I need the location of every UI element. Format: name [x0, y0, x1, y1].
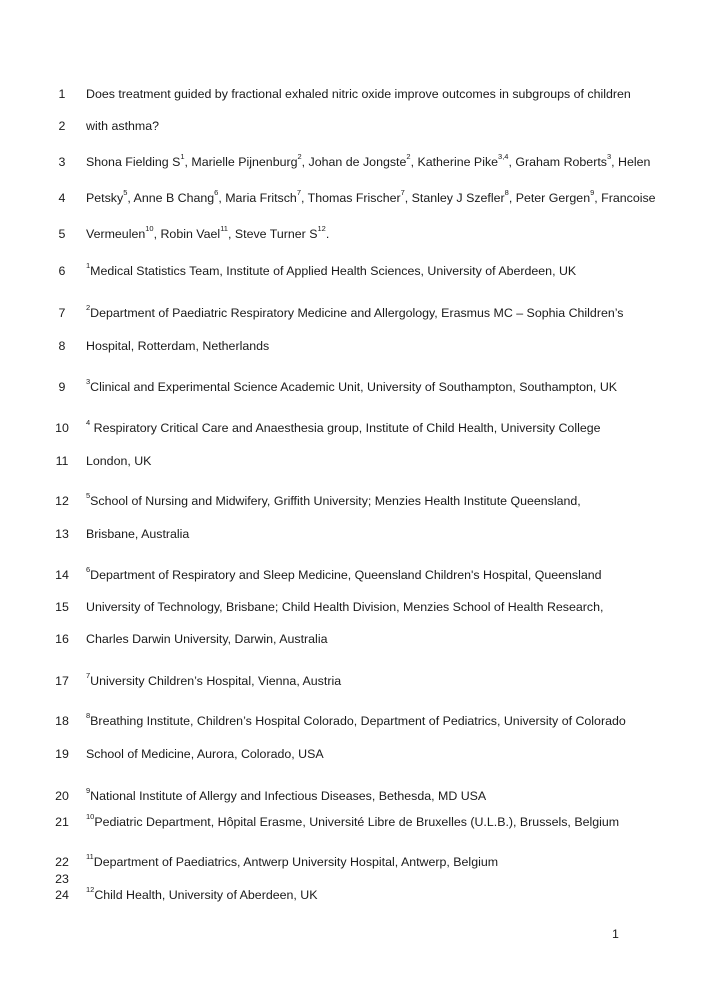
line-number: 2 [58, 119, 66, 133]
line-number: 16 [55, 632, 69, 646]
text-segment: University Children’s Hospital, Vienna, Austria [90, 674, 342, 688]
line-text [86, 85, 631, 103]
affiliation-superscript: 2 [406, 152, 411, 161]
line-text [86, 787, 486, 805]
affiliation-superscript: 7 [86, 671, 91, 680]
text-segment: , Graham Roberts [508, 155, 607, 169]
text-segment: Vermeulen [86, 227, 146, 241]
affiliation-superscript: 6 [86, 565, 91, 574]
affiliation-line [0, 672, 707, 690]
authors-line [0, 189, 707, 207]
line-text [86, 117, 159, 135]
text-segment: , Robin Vael [153, 227, 221, 241]
text-segment: Child Health, University of Aberdeen, UK [94, 888, 318, 902]
line-number: 11 [55, 454, 69, 468]
affiliation-superscript: 8 [504, 188, 509, 197]
text-segment: Pediatric Department, Hôpital Erasme, Université Libre de Bruxelles (U.L.B.), Brussels, Belgium [94, 815, 620, 829]
line-text [86, 189, 656, 207]
line-number: 10 [55, 421, 69, 435]
affiliation-line [0, 419, 707, 437]
line-text [86, 745, 324, 763]
line-number: 24 [55, 888, 69, 902]
affiliation-superscript: 7 [400, 188, 405, 197]
affiliation-superscript: 1 [86, 261, 91, 270]
line-number: 9 [58, 380, 66, 394]
affiliation-superscript: 2 [297, 152, 302, 161]
affiliation-superscript: 11 [220, 224, 228, 233]
line-text [86, 419, 601, 437]
line-text [86, 566, 602, 584]
line-text [86, 225, 329, 243]
affiliation-line [0, 337, 707, 355]
affiliation-line [0, 262, 707, 280]
text-segment: , Johan de Jongste [301, 155, 407, 169]
line-number: 18 [55, 714, 69, 728]
line-number: 8 [58, 339, 66, 353]
authors-line [0, 225, 707, 243]
text-segment: , Marielle Pijnenburg [184, 155, 298, 169]
affiliation-superscript: 9 [590, 188, 595, 197]
affiliation-superscript: 4 [86, 418, 91, 427]
line-number: 14 [55, 568, 69, 582]
text-segment: Hospital, Rotterdam, Netherlands [86, 339, 270, 353]
line-number: 21 [55, 815, 69, 829]
text-segment: Clinical and Experimental Science Academic Unit, University of Southampton, Southampton, UK [90, 380, 618, 394]
line-text [86, 492, 581, 510]
line-text [86, 262, 576, 280]
line-number: 20 [55, 789, 69, 803]
line-text [86, 304, 623, 322]
line-text [86, 853, 498, 871]
line-text [86, 337, 269, 355]
affiliation-superscript: 9 [86, 786, 91, 795]
affiliation-line [0, 886, 707, 904]
text-segment: , Francoise [594, 191, 656, 205]
text-segment: , Anne B Chang [127, 191, 215, 205]
text-segment: London, UK [86, 454, 152, 468]
line-number: 23 [55, 872, 69, 886]
affiliation-line [0, 745, 707, 763]
affiliation-line [0, 598, 707, 616]
affiliation-superscript: 12 [86, 885, 95, 894]
text-segment: National Institute of Allergy and Infectious Diseases, Bethesda, MD USA [90, 789, 487, 803]
text-segment: School of Nursing and Midwifery, Griffith University; Menzies Health Institute Queensland, [90, 494, 581, 508]
text-segment: , Peter Gergen [508, 191, 591, 205]
line-number: 15 [55, 600, 69, 614]
affiliation-line [0, 525, 707, 543]
authors-line [0, 153, 707, 171]
affiliation-line [0, 712, 707, 730]
affiliation-superscript: 7 [296, 188, 301, 197]
text-segment: Respiratory Critical Care and Anaesthesia group, Institute of Child Health, University College [90, 421, 601, 435]
affiliation-line [0, 813, 707, 831]
affiliation-superscript: 10 [145, 224, 154, 233]
text-segment: . [325, 227, 330, 241]
affiliation-line [0, 787, 707, 805]
text-segment: Does treatment guided by fractional exhaled nitric oxide improve outcomes in subgroups of children [86, 87, 631, 101]
line-text [86, 598, 603, 616]
affiliation-line [0, 853, 707, 871]
affiliation-superscript: 5 [123, 188, 128, 197]
affiliation-superscript: 3,4 [498, 152, 509, 161]
affiliation-superscript: 1 [180, 152, 185, 161]
line-text [86, 452, 151, 470]
affiliation-superscript: 6 [214, 188, 219, 197]
affiliation-superscript: 10 [86, 812, 95, 821]
line-text [86, 525, 189, 543]
line-text [86, 813, 619, 831]
text-segment: , Stanley J Szefler [404, 191, 505, 205]
affiliation-line [0, 492, 707, 510]
text-segment: Shona Fielding S [86, 155, 181, 169]
line-text [86, 672, 341, 690]
text-segment: Medical Statistics Team, Institute of Applied Health Sciences, University of Aberdeen, UK [90, 264, 577, 278]
affiliation-superscript: 12 [317, 224, 326, 233]
affiliation-superscript: 2 [86, 303, 91, 312]
line-text [86, 886, 317, 904]
line-text [86, 630, 327, 648]
affiliation-line [0, 378, 707, 396]
affiliation-superscript: 3 [86, 377, 91, 386]
line-number: 1 [58, 87, 66, 101]
line-number: 3 [58, 155, 66, 169]
line-number: 5 [58, 227, 66, 241]
title-line [0, 117, 707, 135]
text-segment: University of Technology, Brisbane; Child Health Division, Menzies School of Health Research, [86, 600, 604, 614]
affiliation-line [0, 566, 707, 584]
line-number: 13 [55, 527, 69, 541]
line-number: 7 [58, 306, 66, 320]
affiliation-line [0, 630, 707, 648]
text-segment: Department of Respiratory and Sleep Medicine, Queensland Children's Hospital, Queensland [90, 568, 602, 582]
text-segment: Department of Paediatrics, Antwerp University Hospital, Antwerp, Belgium [93, 855, 499, 869]
line-number: 4 [58, 191, 66, 205]
line-text [86, 378, 617, 396]
line-number: 17 [55, 674, 69, 688]
text-segment: Brisbane, Australia [86, 527, 190, 541]
title-line [0, 85, 707, 103]
text-segment: School of Medicine, Aurora, Colorado, USA [86, 747, 324, 761]
affiliation-superscript: 8 [86, 711, 91, 720]
line-number: 19 [55, 747, 69, 761]
text-segment: , Thomas Frischer [301, 191, 401, 205]
affiliation-superscript: 3 [606, 152, 612, 161]
text-segment: , Katherine Pike [410, 155, 499, 169]
text-segment: , Maria Fritsch [218, 191, 297, 205]
text-segment: , Steve Turner S [227, 227, 318, 241]
text-segment: , Helen [611, 155, 651, 169]
text-segment: with asthma? [86, 119, 160, 133]
line-number: 12 [55, 494, 69, 508]
line-number: 6 [58, 264, 66, 278]
line-text [86, 153, 650, 171]
text-segment: Breathing Institute, Children’s Hospital Colorado, Department of Pediatrics, University of Colorado [90, 714, 626, 728]
text-segment: Petsky [86, 191, 124, 205]
text-segment: Department of Paediatric Respiratory Medicine and Allergology, Erasmus MC – Sophia Children’s [90, 306, 624, 320]
line-number: 22 [55, 855, 69, 869]
text-segment: Charles Darwin University, Darwin, Australia [86, 632, 328, 646]
line-text [86, 712, 626, 730]
affiliation-superscript: 5 [86, 491, 91, 500]
affiliation-line [0, 452, 707, 470]
page-number: 1 [612, 927, 619, 941]
affiliation-line [0, 304, 707, 322]
affiliation-superscript: 11 [86, 852, 94, 861]
